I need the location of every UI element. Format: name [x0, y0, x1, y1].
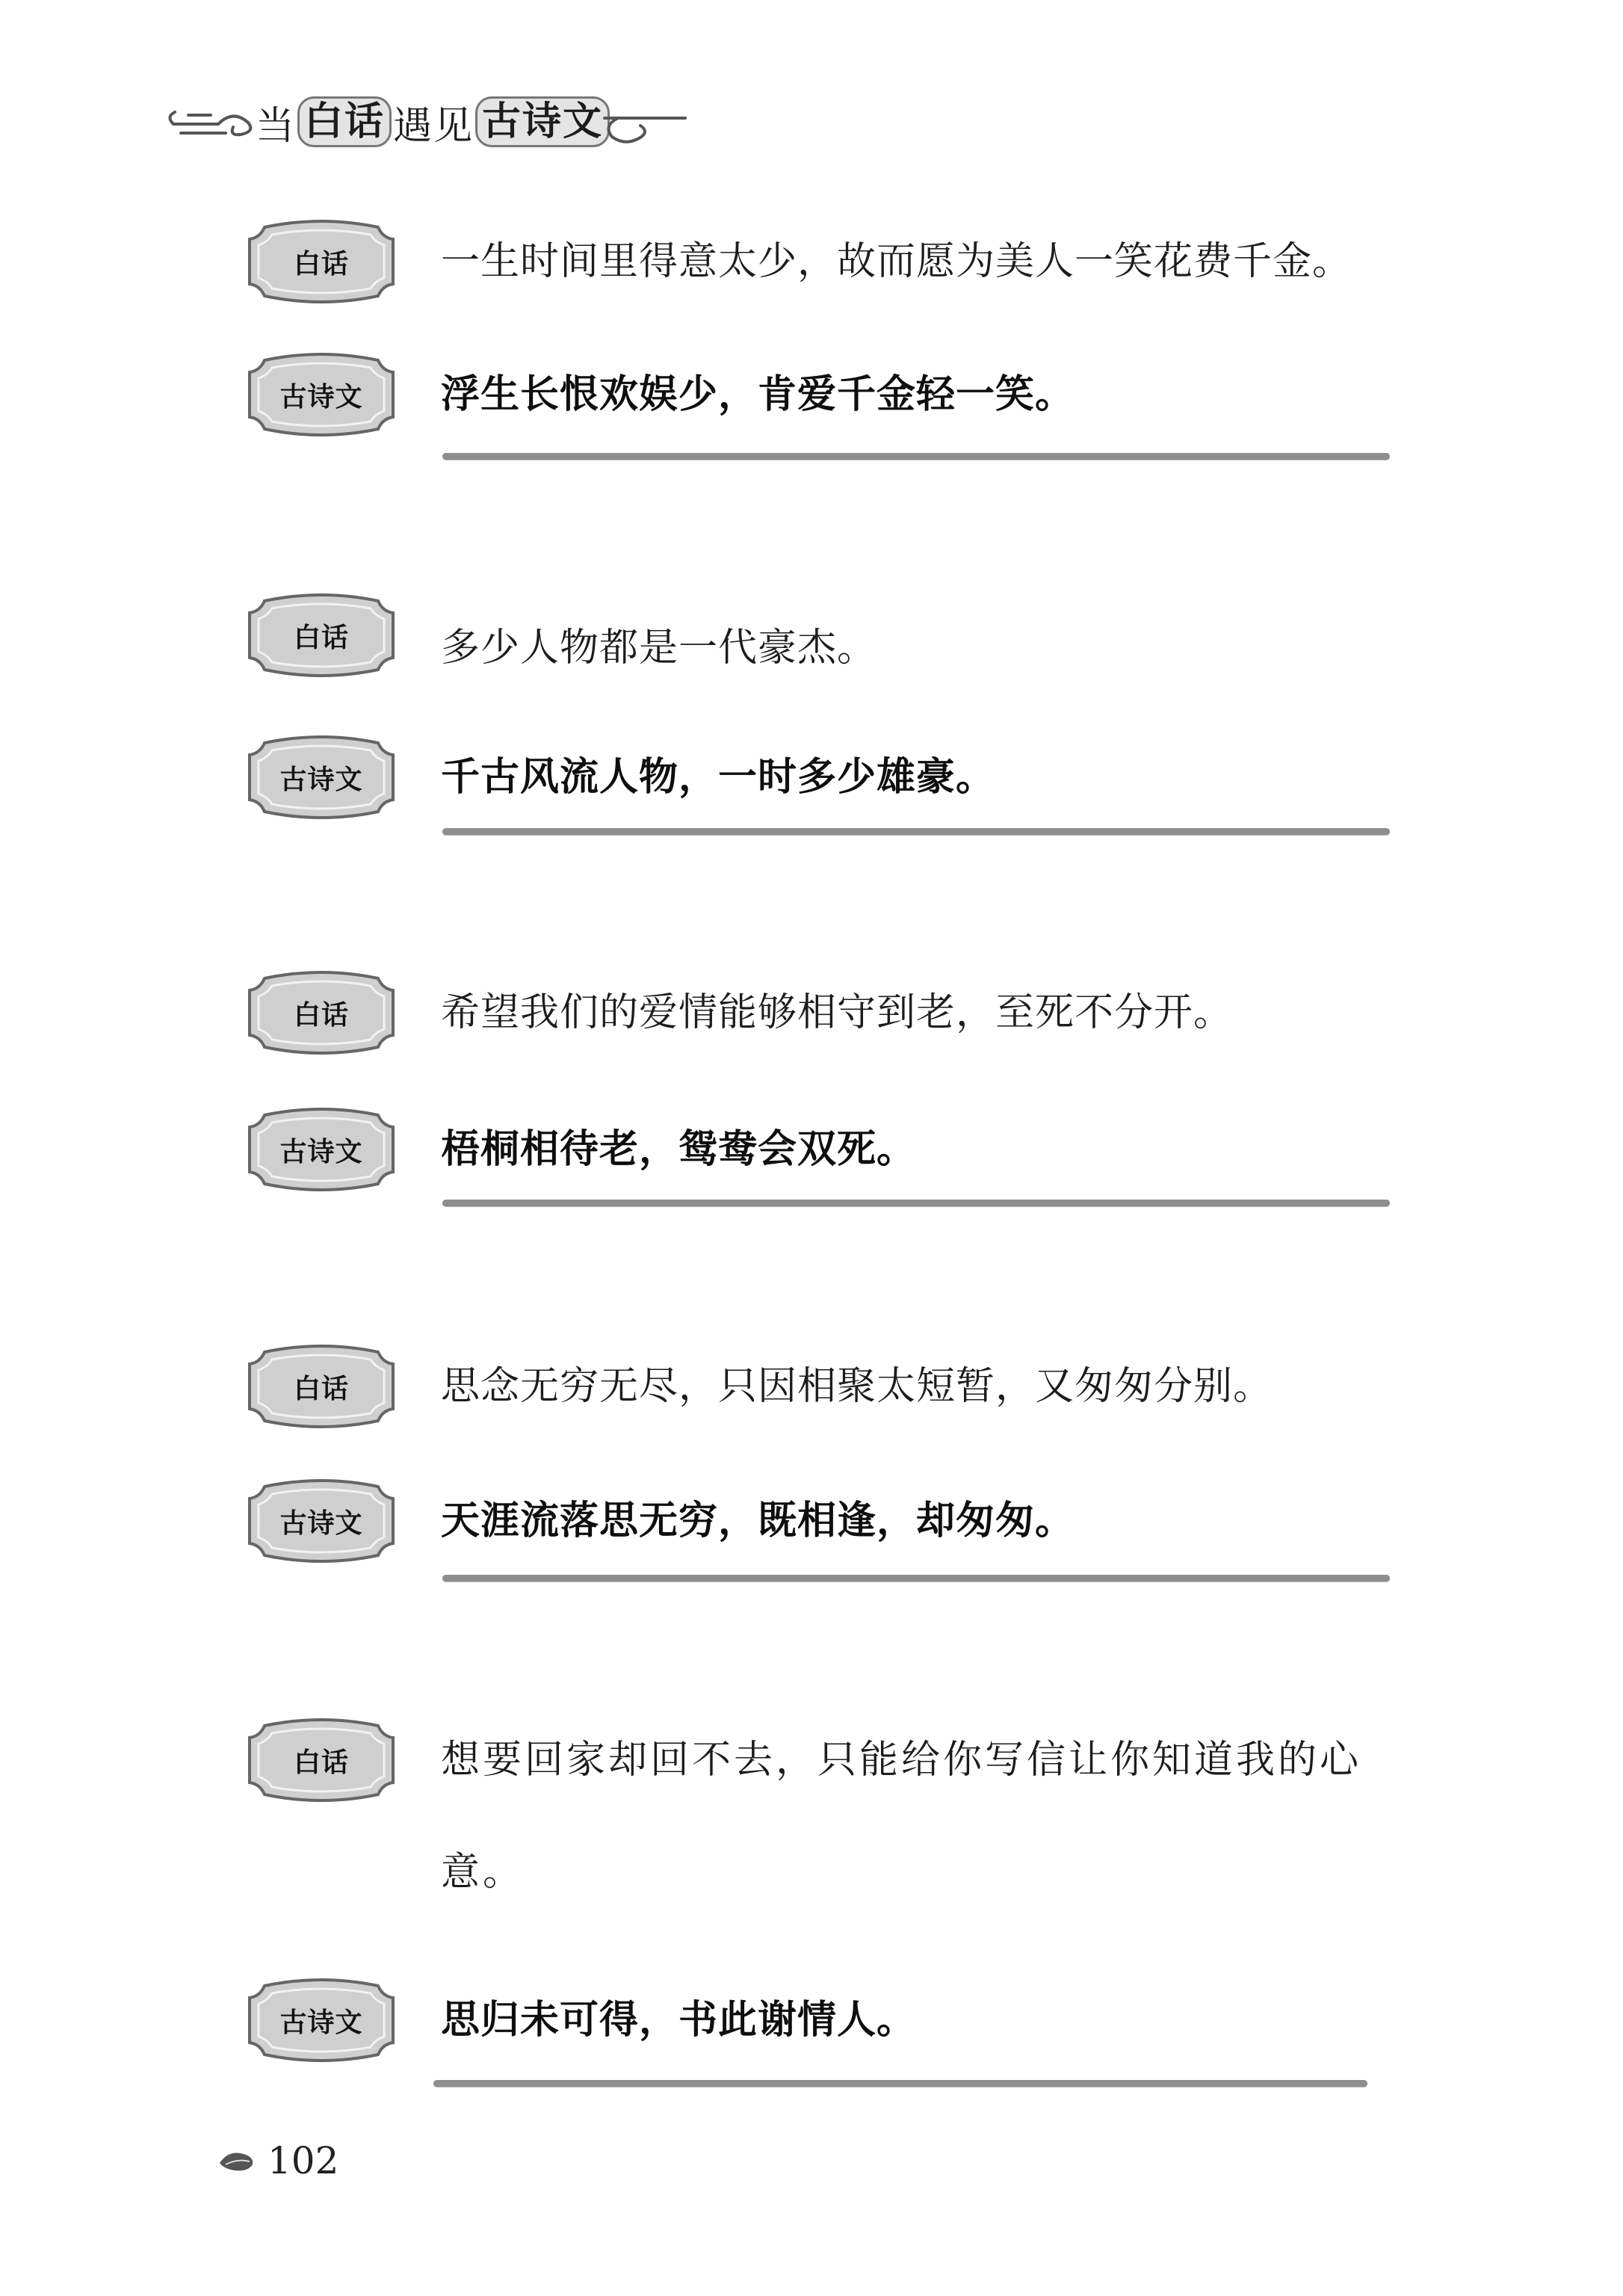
- entry-4: [247, 1342, 1435, 1611]
- baihua-text: 一生时间里得意太少，故而愿为美人一笑花费千金。: [441, 239, 1352, 284]
- gushiwen-badge: [247, 1476, 396, 1566]
- baihua-text: 思念无穷无尽，只因相聚太短暂，又匆匆分别。: [441, 1364, 1273, 1409]
- baihua-badge: [247, 590, 396, 680]
- running-header: [166, 88, 689, 155]
- gushiwen-label: 古诗文: [279, 381, 363, 413]
- baihua-label: 白话: [293, 622, 349, 653]
- baihua-badge: [247, 968, 396, 1058]
- baihua-text: 想要回家却回不去，只能给你写信让你知道我的心意。: [441, 1738, 1362, 1895]
- leaf-ornament-icon: [218, 2148, 256, 2173]
- entry-2: [247, 590, 1435, 860]
- baihua-label: 白话: [293, 999, 349, 1031]
- gushiwen-badge: [247, 1975, 396, 2065]
- header-part1: 当: [256, 103, 297, 149]
- gushiwen-text: 天涯流落思无穷，既相逢，却匆匆。: [441, 1499, 1075, 1543]
- underline-rule: [442, 453, 1390, 460]
- underline-rule: [442, 828, 1390, 835]
- header-part2: 遇见: [393, 103, 474, 149]
- gushiwen-text: 梧桐相待老，鸳鸯会双死。: [441, 1127, 917, 1172]
- gushiwen-badge: [247, 732, 396, 822]
- underline-rule: [442, 1200, 1390, 1206]
- gushiwen-label: 古诗文: [279, 1136, 363, 1167]
- baihua-badge: [247, 1715, 396, 1805]
- baihua-text: 希望我们的爱情能够相守到老，至死不分开。: [441, 990, 1234, 1035]
- swirl-ornament-icon: [603, 96, 689, 155]
- page-footer: [218, 2135, 338, 2187]
- gushiwen-badge: [247, 1105, 396, 1194]
- gushiwen-label: 古诗文: [279, 1507, 363, 1539]
- gushiwen-text: 千古风流人物，一时多少雄豪。: [441, 755, 996, 800]
- entry-5: [247, 1715, 1435, 2104]
- header-highlight-baihua: 白话: [297, 96, 392, 147]
- baihua-label: 白话: [293, 1747, 349, 1778]
- baihua-badge: [247, 217, 396, 306]
- gushiwen-label: 古诗文: [279, 764, 363, 795]
- baihua-label: 白话: [293, 1373, 349, 1404]
- baihua-label: 白话: [293, 248, 349, 280]
- entry-3: [247, 968, 1435, 1237]
- header-highlight-gushiwen: 古诗文: [475, 96, 610, 147]
- underline-rule: [433, 2080, 1367, 2087]
- gushiwen-badge: [247, 350, 396, 439]
- entry-1: [247, 217, 1435, 486]
- gushiwen-text: 浮生长恨欢娱少，肯爱千金轻一笑。: [441, 372, 1075, 417]
- baihua-badge: [247, 1342, 396, 1431]
- header-title: [256, 88, 611, 155]
- page-number: 102: [268, 2139, 339, 2182]
- underline-rule: [442, 1575, 1390, 1581]
- gushiwen-label: 古诗文: [279, 2007, 363, 2038]
- gushiwen-text: 思归未可得，书此谢情人。: [441, 1998, 917, 2043]
- cloud-ornament-icon: [166, 94, 263, 154]
- baihua-text: 多少人物都是一代豪杰。: [441, 626, 877, 670]
